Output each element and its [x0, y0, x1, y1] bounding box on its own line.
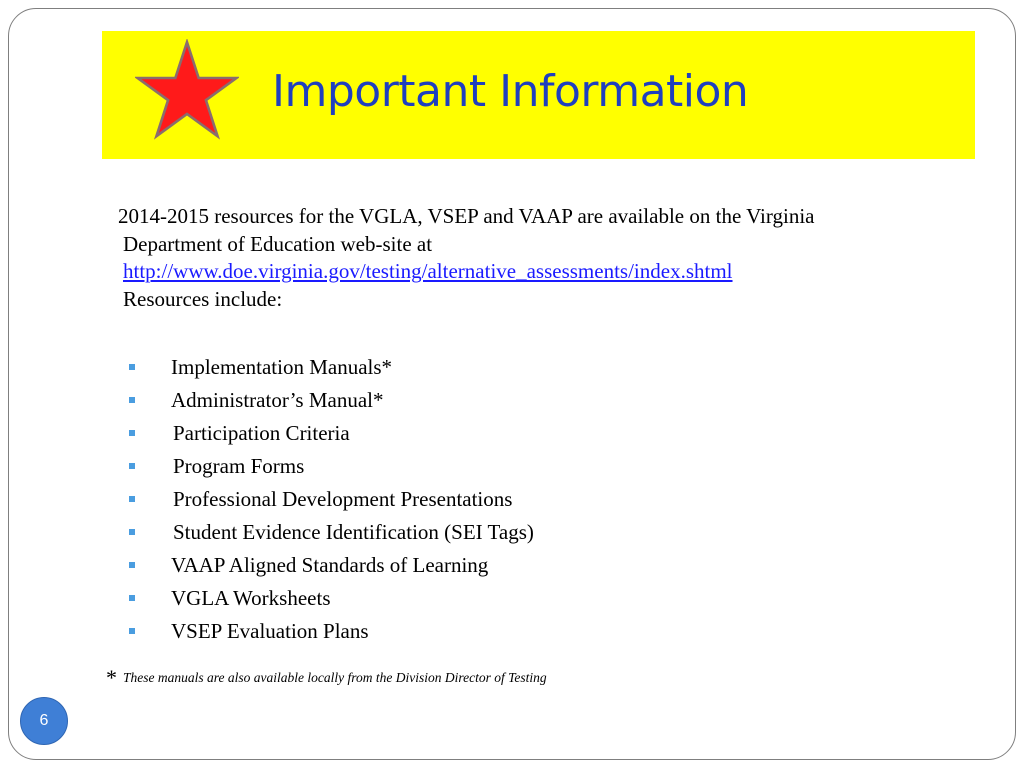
doe-resources-link[interactable]: http://www.doe.virginia.gov/testing/alternative_assessments/index.shtml — [123, 259, 733, 283]
intro-line-1: 2014-2015 resources for the VGLA, VSEP and VAAP are available on the Virginia — [118, 204, 815, 228]
star-icon — [135, 39, 239, 143]
list-item-label: Professional Development Presentations — [173, 487, 513, 511]
bullet-square-icon — [129, 628, 135, 634]
list-item-label: Implementation Manuals* — [171, 355, 393, 379]
list-item-label: Administrator’s Manual* — [171, 388, 384, 412]
intro-line-2: Department of Education web-site at — [123, 231, 433, 256]
resources-include-label: Resources include: — [123, 286, 283, 311]
bullet-square-icon — [129, 595, 135, 601]
list-item-label: Student Evidence Identification (SEI Tags) — [173, 520, 534, 544]
bullet-square-icon — [129, 397, 135, 403]
list-item-label: VAAP Aligned Standards of Learning — [171, 553, 489, 577]
bullet-square-icon — [129, 430, 135, 436]
bullet-square-icon — [129, 463, 135, 469]
list-item-label: Participation Criteria — [173, 421, 350, 445]
slide — [8, 8, 1016, 760]
list-item-label: Program Forms — [173, 454, 305, 478]
bullet-square-icon — [129, 529, 135, 535]
page-number-badge: 6 — [20, 697, 68, 745]
bullet-square-icon — [129, 562, 135, 568]
title-band — [102, 31, 975, 159]
list-item-label: VGLA Worksheets — [171, 586, 331, 610]
footnote — [106, 665, 547, 691]
page-title: Important Information — [272, 66, 749, 117]
list-item-label: VSEP Evaluation Plans — [171, 619, 369, 643]
intro-paragraph — [118, 203, 978, 313]
footnote-asterisk: * — [106, 665, 117, 690]
bullet-square-icon — [129, 364, 135, 370]
bullet-square-icon — [129, 496, 135, 502]
footnote-text: These manuals are also available locally from the Division Director of Testing — [123, 670, 547, 685]
